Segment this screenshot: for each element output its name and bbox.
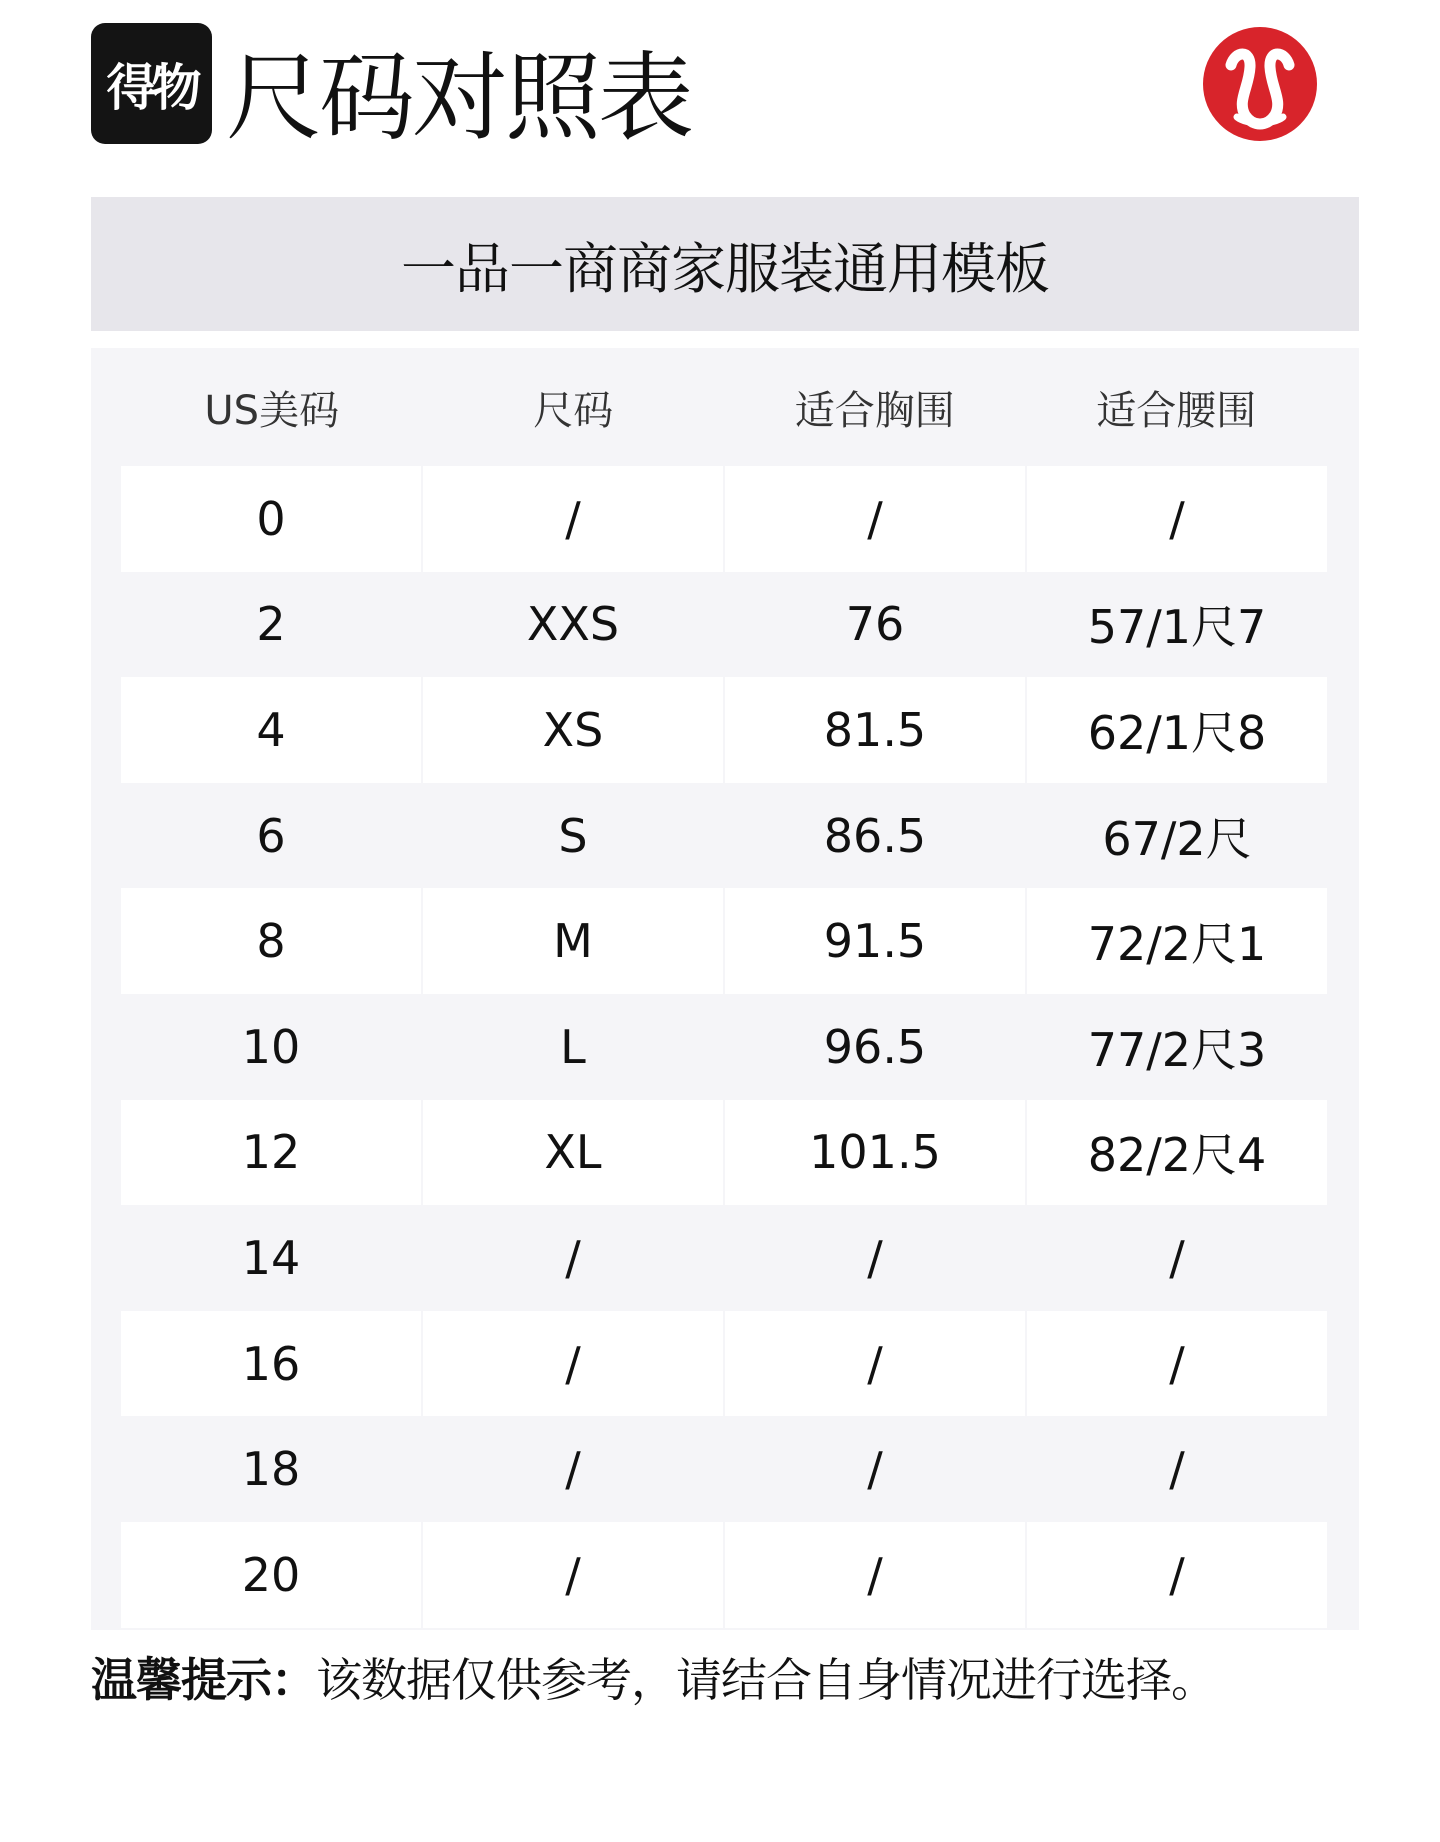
cell-us-size: 12 — [121, 1100, 421, 1206]
tip-text: 该数据仅供参考，请结合自身情况进行选择。 — [316, 1653, 1216, 1707]
cell-size: S — [558, 808, 588, 863]
cell-waist: / — [1169, 1442, 1185, 1497]
cell-waist: 77/2尺3 — [1087, 1022, 1267, 1077]
cell-size: XL — [423, 1100, 723, 1206]
table-row — [121, 783, 1327, 889]
cell-size: / — [565, 1230, 581, 1285]
cell-bust: / — [867, 1230, 883, 1285]
table-row — [121, 1100, 1327, 1206]
cell-us-size: 2 — [256, 597, 286, 652]
cell-us-size: 0 — [121, 466, 421, 572]
cell-bust: 91.5 — [725, 888, 1025, 994]
cell-bust: 101.5 — [725, 1100, 1025, 1206]
cell-size: / — [423, 1311, 723, 1417]
cell-waist: 67/2尺 — [1102, 811, 1252, 866]
size-table — [91, 348, 1359, 1630]
cell-size: M — [423, 888, 723, 994]
table-row — [121, 677, 1327, 783]
header-size: 尺码 — [533, 387, 614, 434]
cell-us-size: 20 — [121, 1522, 421, 1628]
header-waist: 适合腰围 — [1096, 387, 1257, 434]
cell-bust: 81.5 — [725, 677, 1025, 783]
cell-size: / — [423, 466, 723, 572]
cell-bust: 76 — [845, 597, 905, 652]
cell-waist: / — [1027, 1311, 1327, 1417]
cell-bust: / — [725, 1522, 1025, 1628]
page-title: 尺码对照表 — [226, 42, 691, 154]
cell-waist: / — [1169, 1230, 1185, 1285]
cell-us-size: 18 — [241, 1442, 301, 1497]
dewu-logo: 得物 — [91, 23, 212, 144]
cell-us-size: 8 — [121, 888, 421, 994]
cell-us-size: 10 — [241, 1019, 301, 1074]
cell-size: XS — [423, 677, 723, 783]
cell-size: / — [565, 1442, 581, 1497]
table-row — [121, 572, 1327, 678]
cell-us-size: 6 — [256, 808, 286, 863]
tip-label: 温馨提示： — [91, 1653, 316, 1707]
cell-waist: 72/2尺1 — [1027, 888, 1327, 994]
cell-waist: 62/1尺8 — [1027, 677, 1327, 783]
cell-bust: / — [725, 466, 1025, 572]
table-row — [121, 1416, 1327, 1522]
cell-us-size: 14 — [241, 1230, 301, 1285]
table-body — [121, 466, 1327, 1628]
header-bust: 适合胸围 — [794, 387, 955, 434]
cell-size: L — [560, 1019, 586, 1074]
cell-waist: 57/1尺7 — [1087, 600, 1267, 655]
cell-bust: 86.5 — [823, 808, 927, 863]
cell-us-size: 4 — [121, 677, 421, 783]
table-row — [121, 888, 1327, 994]
header-us-size: US美码 — [204, 387, 340, 434]
tip-line — [91, 1650, 1216, 1710]
table-row — [121, 1522, 1327, 1628]
cell-waist: / — [1027, 466, 1327, 572]
table-header — [121, 348, 1327, 466]
table-row — [121, 466, 1327, 572]
cell-bust: / — [867, 1442, 883, 1497]
table-row — [121, 994, 1327, 1100]
cell-us-size: 16 — [121, 1311, 421, 1417]
cell-waist: 82/2尺4 — [1027, 1100, 1327, 1206]
lululemon-logo-icon — [1201, 25, 1319, 143]
cell-bust: 96.5 — [823, 1019, 927, 1074]
table-row — [121, 1311, 1327, 1417]
cell-size: / — [423, 1522, 723, 1628]
table-row — [121, 1205, 1327, 1311]
cell-size: XXS — [526, 597, 620, 652]
template-banner: 一品一商商家服装通用模板 — [91, 197, 1359, 331]
cell-waist: / — [1027, 1522, 1327, 1628]
cell-bust: / — [725, 1311, 1025, 1417]
